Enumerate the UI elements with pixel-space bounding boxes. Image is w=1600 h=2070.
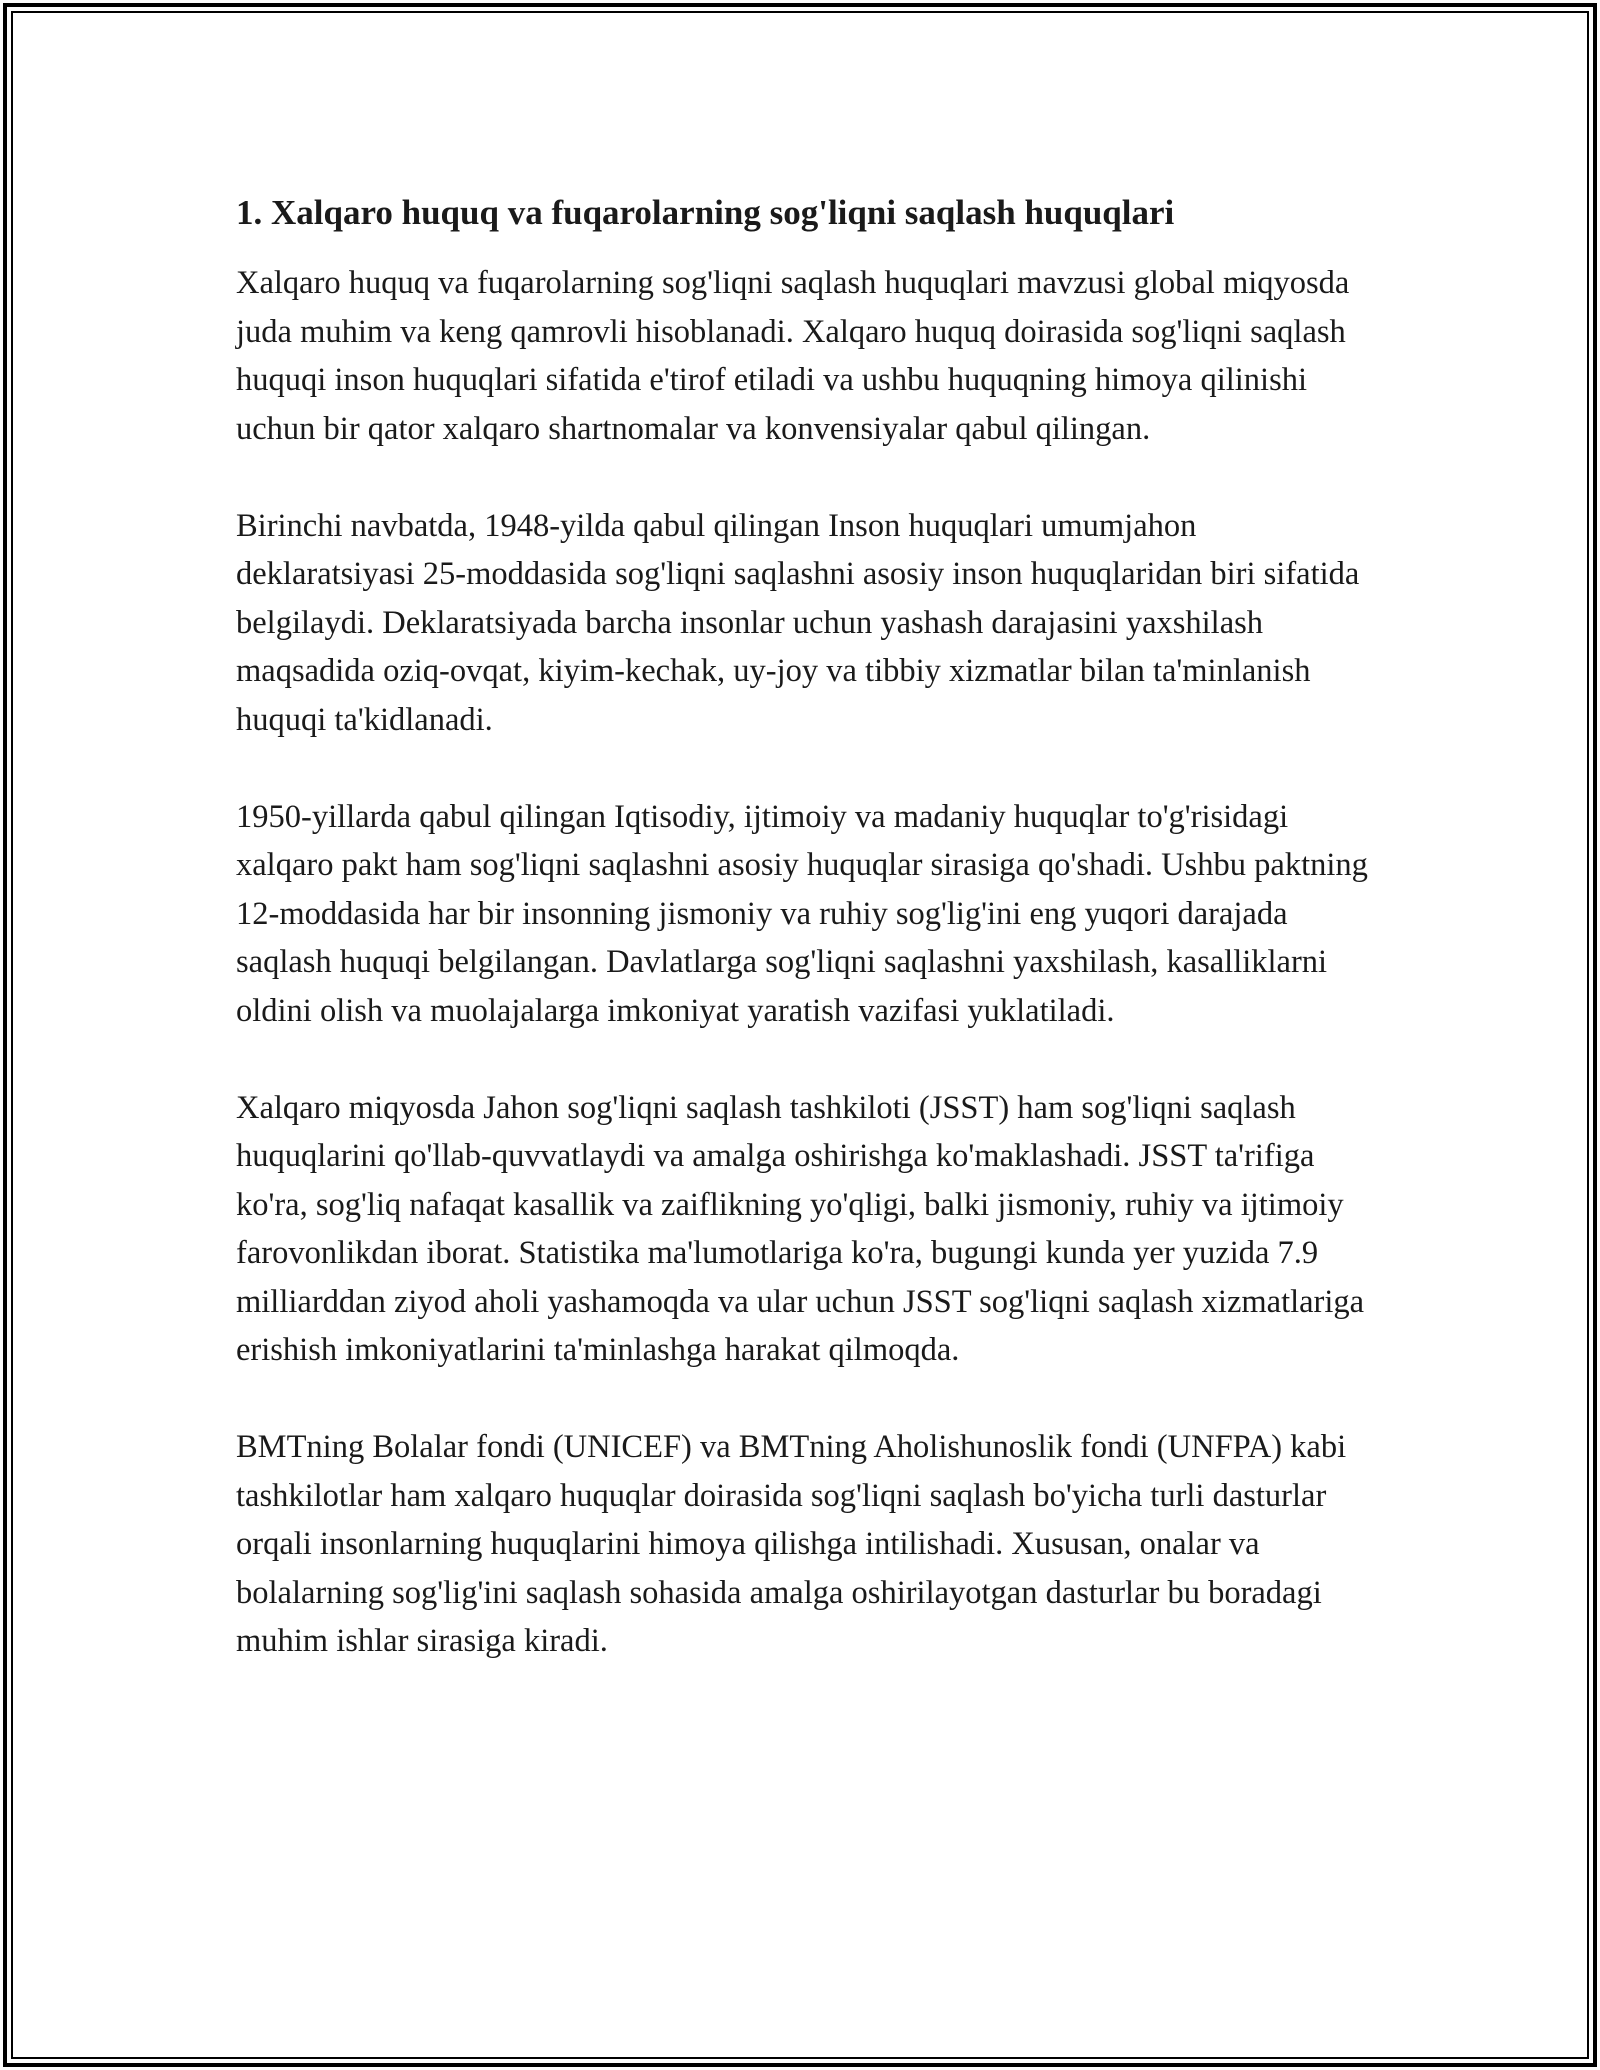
section-heading: 1. Xalqaro huquq va fuqarolarning sog'liqni saqlash huquqlari — [236, 193, 1175, 232]
document-body — [236, 188, 1376, 1714]
paragraph-5: BMTning Bolalar fondi (UNICEF) va BMTning Aholishunoslik fondi (UNFPA) kabi tashkilotlar ham xalqaro huquqlar doirasida sog'liqni saqlash bo'yicha turli dasturlar orqali insonlarning huquqlarini himoya qilishga intilishadi. Xususan, onalar va bolalarning sog'lig'ini saqlash sohasida amalga oshirilayotgan dasturlar bu boradagi muhim ishlar sirasiga kiradi. — [236, 1429, 1347, 1659]
paragraph-2: Birinchi navbatda, 1948-yilda qabul qilingan Inson huquqlari umumjahon deklaratsiyasi 25-moddasida sog'liqni saqlashni asosiy inson huquqlaridan biri sifatida belgilaydi. Deklaratsiyada barcha insonlar uchun yashash darajasini yaxshilash maqsadida oziq-ovqat, kiyim-kechak, uy-joy va tibbiy xizmatlar bilan ta'minlanish huquqi ta'kidlanadi. — [236, 507, 1360, 738]
paragraph-3: 1950-yillarda qabul qilingan Iqtisodiy, ijtimoiy va madaniy huquqlar to'g'risidagi xalqaro pakt ham sog'liqni saqlashni asosiy huquqlar sirasiga qo'shadi. Ushbu paktning 12-moddasida har bir insonning jismoniy va ruhiy sog'lig'ini eng yuqori darajada saqlash huquqi belgilangan. Davlatlarga sog'liqni saqlashni yaxshilash, kasalliklarni oldini olish va muolajalarga imkoniyat yaratish vazifasi yuklatiladi. — [236, 798, 1368, 1029]
paragraph-4: Xalqaro miqyosda Jahon sog'liqni saqlash tashkiloti (JSST) ham sog'liqni saqlash huquqlarini qo'llab-quvvatlaydi va amalga oshirishga ko'maklashadi. JSST ta'rifiga ko'ra, sog'liq nafaqat kasallik va zaiflikning yo'qligi, balki jismoniy, ruhiy va ijtimoiy farovonlikdan iborat. Statistika ma'lumotlariga ko'ra, bugungi kunda yer yuzida 7.9 milliarddan ziyod aholi yashamoqda va ular uchun JSST sog'liqni saqlash xizmatlariga erishish imkoniyatlarini ta'minlashga harakat qilmoqda. — [236, 1089, 1365, 1368]
paragraph-1: Xalqaro huquq va fuqarolarning sog'liqni saqlash huquqlari mavzusi global miqyosda juda muhim va keng qamrovli hisoblanadi. Xalqaro huquq doirasida sog'liqni saqlash huquqi inson huquqlari sifatida e'tirof etiladi va ushbu huquqning himoya qilinishi uchun bir qator xalqaro shartnomalar va konvensiyalar qabul qilingan. — [236, 265, 1350, 447]
